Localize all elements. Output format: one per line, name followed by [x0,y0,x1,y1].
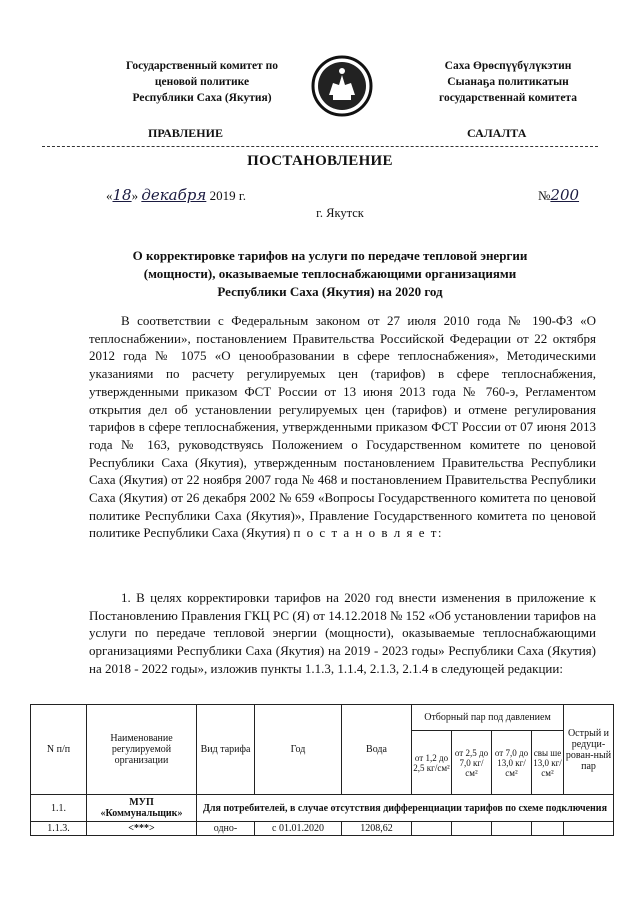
cell-empty [492,822,532,836]
cell-empty [532,822,564,836]
document-number [538,186,579,204]
clause-1-paragraph: 1. В целях корректировки тарифов на 2020 год внести изменения в приложение к Постановлению Правления ГКЦ РС (Я) от 14.12.2018 № 152 «Об установлении тарифов на услуги по передаче тепловой энергии (мощности), оказываемые теплоснабжающими организациями Республики Саха (Якутия) на 2019 - 2023 годы» Республики Саха (Якутия) на 2018 - 2022 годы», изложив пункты 1.1.3, 1.1.4, 2.1.3, 2.1.4 в следующей редакции: [89,590,596,676]
board-label-russian: ПРАВЛЕНИЕ [148,126,223,140]
number-value: 200 [550,186,580,204]
header-steam-1: от 1,2 до 2,5 кг/см² [412,731,452,795]
header-water: Вода [342,705,412,795]
cell-num: 1.1.3. [31,822,87,836]
cell-empty [452,822,492,836]
date-month: декабря [141,186,207,204]
committee-name-sakha [398,58,618,106]
committee-name-line: Сыанаҕа политикатын [447,76,569,88]
table-header-row [31,705,614,731]
preamble-text: В соответствии с Федеральным законом от 27 июля 2010 года № 190-ФЗ «О теплоснабжении», постановлением Правительства Российской Федерации от 22 октября 2012 года № 1075 «О ценообразовании в сфере теплоснабжения», Методическими указаниями по расчету регулируемых цен (тарифов) в сфере теплоснабжения, утвержденными приказом ФСТ России от 13 июня 2013 года № 760-э, Регламентом открытия дел об установлении регулируемых цен (тарифов) и отмене регулирования тарифов в сфере теплоснабжения, утвержденными приказом ФСТ России от 07 июня 2013 года № 163, руководствуясь Положением о Государственном комитете по ценовой Республики Саха (Якутия), утвержденным постановлением Правительства Республики Саха (Якутия) от 22 ноября 2007 года № 468 и постановлением Правительства Республики Саха (Якутия) от 26 декабря 2002 № 659 «Вопросы Государственного комитета по ценовой политике Республики Саха (Якутия)», Правление Государственного комитета по ценовой политике Республики Саха (Якутия) [89,313,596,541]
cell-water: 1208,62 [342,822,412,836]
header-steam-4: свы ше 13,0 кг/ см² [532,731,564,795]
coat-of-arms-icon [311,55,373,117]
header-sharp-steam: Острый и редуци-рован-ный пар [564,705,614,795]
number-prefix: № [538,188,551,203]
cell-empty [564,822,614,836]
subject-line: (мощности), оказываемые теплоснабжающими организациями [143,266,517,281]
cell-empty [412,822,452,836]
document-subject [110,247,550,301]
document-date [106,186,246,204]
date-year: 2019 г. [209,188,246,203]
date-day: 18 [112,186,132,204]
header-divider [42,146,598,147]
date-quote-open: « [106,188,113,203]
committee-name-line: ценовой политике [154,76,250,88]
cell-num: 1.1. [31,795,87,822]
document-title: ПОСТАНОВЛЕНИЕ [247,153,393,169]
committee-name-line: Республики Саха (Якутия) [132,92,272,104]
cell-org: <***> [87,822,197,836]
header-org: Наименование регулируемой организации [87,705,197,795]
cell-org: МУП «Коммунальщик» [87,795,197,822]
cell-kind: одно- [197,822,255,836]
committee-name-line: государственнай комитета [439,92,577,104]
subject-line: Республики Саха (Якутия) на 2020 год [217,284,443,299]
preamble-paragraph [89,312,596,542]
subject-line: О корректировке тарифов на услуги по передаче тепловой энергии [132,248,528,263]
committee-name-russian [92,58,312,106]
table-row [31,822,614,836]
tariff-table [30,704,614,836]
resolves-text: п о с т а н о в л я е т: [293,525,444,541]
committee-name-line: Саха Өрөспүүбүлүкэтин [444,60,572,72]
header-steam-2: от 2,5 до 7,0 кг/ см² [452,731,492,795]
committee-name-line: Государственный комитет по [126,60,278,72]
header-steam-group: Отборный пар под давлением [412,705,564,731]
table-row [31,795,614,822]
header-kind: Вид тарифа [197,705,255,795]
cell-year: с 01.01.2020 [255,822,342,836]
cell-consumer-note: Для потребителей, в случае отсутствия дифференциации тарифов по схеме подключения [197,795,614,822]
header-steam-3: от 7,0 до 13,0 кг/ см² [492,731,532,795]
board-label-sakha: САЛАЛТА [467,126,527,140]
header-year: Год [255,705,342,795]
date-quote-close: » [131,188,139,203]
document-city: г. Якутск [316,206,364,220]
header-num: N п/п [31,705,87,795]
